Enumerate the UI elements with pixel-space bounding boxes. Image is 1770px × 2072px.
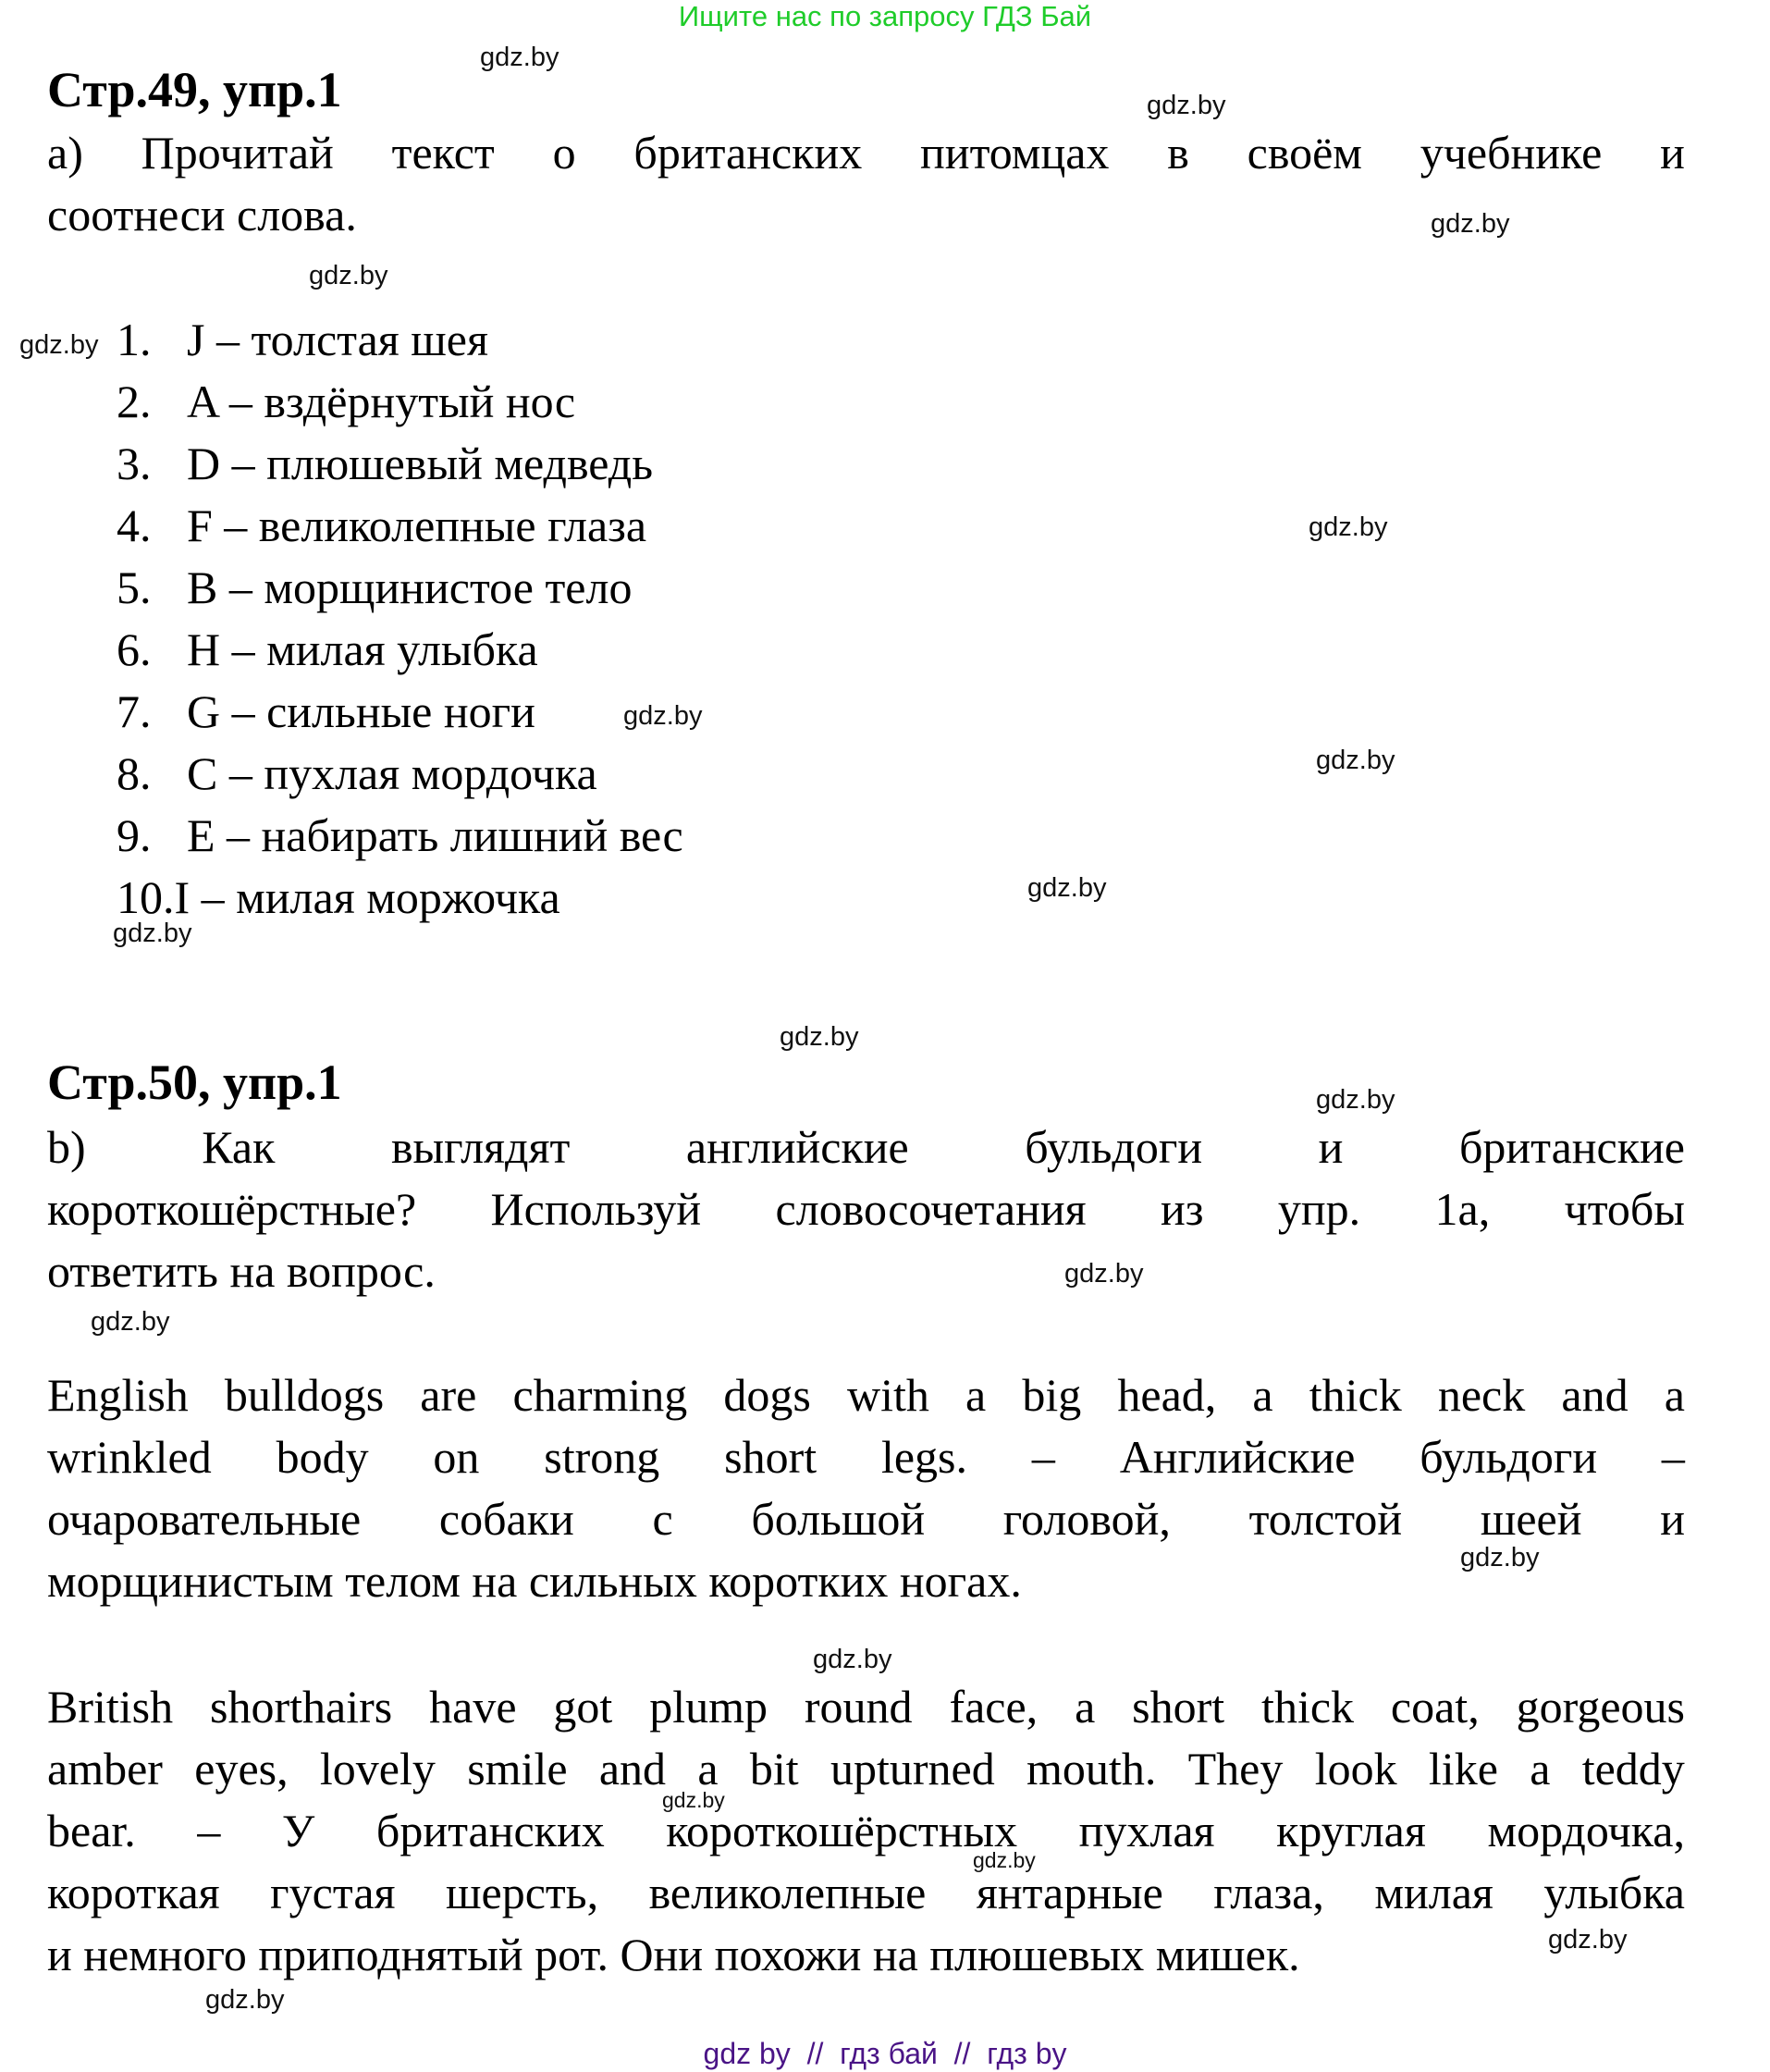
word: словосочетания bbox=[775, 1183, 1087, 1235]
word: улыбка bbox=[1543, 1867, 1685, 1918]
word: thick bbox=[1309, 1369, 1402, 1421]
word: головой, bbox=[1002, 1493, 1171, 1545]
word: bulldogs bbox=[224, 1369, 385, 1421]
word: amber bbox=[47, 1743, 163, 1794]
list-item bbox=[117, 747, 597, 799]
word: – bbox=[197, 1805, 221, 1856]
word: bear. bbox=[47, 1805, 136, 1856]
word: У bbox=[281, 1805, 315, 1856]
word: мордочка, bbox=[1487, 1805, 1685, 1856]
watermark: gdz.by bbox=[480, 43, 559, 72]
word: short bbox=[1132, 1681, 1225, 1733]
word: янтарные bbox=[976, 1867, 1163, 1918]
list-item bbox=[117, 316, 488, 363]
word: got bbox=[553, 1681, 613, 1733]
watermark: gdz.by bbox=[1316, 746, 1395, 775]
word: upturned bbox=[830, 1743, 995, 1794]
word: британских bbox=[633, 127, 863, 179]
word: have bbox=[429, 1681, 517, 1733]
word: толстой bbox=[1248, 1493, 1403, 1545]
word: Используй bbox=[490, 1183, 702, 1235]
word: в bbox=[1167, 127, 1189, 179]
word: wrinkled bbox=[47, 1431, 212, 1483]
word: 1a, bbox=[1434, 1183, 1491, 1235]
word: и bbox=[1318, 1121, 1344, 1173]
item-number: 3. bbox=[117, 438, 152, 489]
item-text: J – толстая шея bbox=[187, 314, 488, 365]
watermark: gdz.by bbox=[1027, 873, 1107, 903]
word: Английские bbox=[1119, 1431, 1356, 1483]
word: о bbox=[552, 127, 576, 179]
item-number: 8. bbox=[117, 747, 152, 799]
paragraph-line bbox=[47, 1745, 1685, 1792]
word: dogs bbox=[723, 1369, 811, 1421]
word: глаза, bbox=[1213, 1867, 1324, 1918]
watermark: gdz.by bbox=[662, 1788, 725, 1812]
item-number: 1. bbox=[117, 314, 152, 365]
word: and bbox=[598, 1743, 667, 1794]
item-number: 4. bbox=[117, 500, 152, 551]
word: with bbox=[847, 1369, 929, 1421]
word: a bbox=[697, 1743, 719, 1794]
word: strong bbox=[544, 1431, 660, 1483]
word: короткошёрстных bbox=[666, 1805, 1018, 1856]
word: английские bbox=[685, 1121, 909, 1173]
word: – bbox=[1031, 1431, 1055, 1483]
word: текст bbox=[391, 127, 495, 179]
word: Как bbox=[202, 1121, 276, 1173]
word: великолепные bbox=[648, 1867, 927, 1918]
list-item bbox=[117, 378, 575, 425]
item-number: 2. bbox=[117, 376, 152, 427]
paragraph-line bbox=[47, 1493, 1685, 1545]
item-text: C – пухлая мордочка bbox=[187, 747, 597, 799]
word: и bbox=[1660, 1493, 1685, 1545]
section-title: Стр.49, упр.1 bbox=[47, 62, 342, 117]
watermark: gdz.by bbox=[113, 919, 192, 948]
word: shorthairs bbox=[210, 1681, 393, 1733]
word: English bbox=[47, 1369, 189, 1421]
word: body bbox=[276, 1431, 369, 1483]
watermark: gdz.by bbox=[973, 1848, 1036, 1872]
word: mouth. bbox=[1026, 1743, 1157, 1794]
word: a bbox=[1252, 1369, 1273, 1421]
watermark: gdz.by bbox=[1309, 512, 1388, 542]
word: legs. bbox=[880, 1431, 967, 1483]
task-text-line: соотнеси слова. bbox=[47, 189, 357, 240]
watermark: gdz.by bbox=[1316, 1085, 1395, 1115]
word: gorgeous bbox=[1516, 1681, 1685, 1733]
watermark: gdz.by bbox=[19, 330, 99, 360]
word: bit bbox=[749, 1743, 799, 1794]
item-text: E – набирать лишний вес bbox=[187, 809, 683, 861]
item-number: 10. bbox=[117, 871, 175, 923]
word: с bbox=[652, 1493, 673, 1545]
task-text-line bbox=[47, 1183, 1685, 1235]
item-number: 6. bbox=[117, 623, 152, 675]
word: и bbox=[1660, 127, 1685, 179]
list-item bbox=[117, 561, 633, 613]
word: look bbox=[1314, 1743, 1397, 1794]
paragraph-line bbox=[47, 1431, 1685, 1483]
watermark: gdz.by bbox=[205, 1985, 285, 2015]
word: charming bbox=[512, 1369, 688, 1421]
word: a bbox=[1075, 1681, 1096, 1733]
task-text-line bbox=[47, 127, 1685, 179]
word: on bbox=[433, 1431, 480, 1483]
word: smile bbox=[467, 1743, 568, 1794]
word: and bbox=[1561, 1369, 1629, 1421]
paragraph-line bbox=[47, 1681, 1685, 1733]
word: учебнике bbox=[1420, 127, 1603, 179]
watermark: gdz.by bbox=[309, 261, 388, 290]
word: британских bbox=[375, 1805, 605, 1856]
word: like bbox=[1428, 1743, 1498, 1794]
word: a bbox=[965, 1369, 987, 1421]
paragraph-line: и немного приподнятый рот. Они похожи на плюшевых мишек. bbox=[47, 1929, 1300, 1980]
word: густая bbox=[270, 1867, 396, 1918]
word: face, bbox=[949, 1681, 1039, 1733]
watermark: gdz.by bbox=[1548, 1925, 1628, 1955]
paragraph-line: морщинистым телом на сильных коротких ногах. bbox=[47, 1555, 1022, 1607]
item-text: G – сильные ноги bbox=[187, 685, 535, 737]
footer-banner: gdz by // гдз бай // гдз by bbox=[703, 2037, 1067, 2070]
word: упр. bbox=[1277, 1183, 1361, 1235]
list-item bbox=[117, 685, 535, 737]
word: Прочитай bbox=[141, 127, 334, 179]
watermark: gdz.by bbox=[1431, 209, 1510, 239]
word: teddy bbox=[1581, 1743, 1685, 1794]
word: – bbox=[1661, 1431, 1685, 1483]
word: They bbox=[1187, 1743, 1284, 1794]
word: head, bbox=[1117, 1369, 1217, 1421]
list-item bbox=[117, 502, 646, 549]
word: большой bbox=[751, 1493, 926, 1545]
section-title: Стр.50, упр.1 bbox=[47, 1054, 342, 1110]
word: short bbox=[724, 1431, 817, 1483]
word: питомцах bbox=[920, 127, 1110, 179]
list-item bbox=[117, 809, 683, 861]
watermark: gdz.by bbox=[1460, 1543, 1540, 1572]
item-text: A – вздёрнутый нос bbox=[187, 376, 576, 427]
watermark: gdz.by bbox=[813, 1645, 892, 1674]
word: шеей bbox=[1480, 1493, 1582, 1545]
word: round bbox=[804, 1681, 913, 1733]
watermark: gdz.by bbox=[1064, 1259, 1144, 1289]
paragraph-line bbox=[47, 1869, 1685, 1916]
word: бульдоги bbox=[1025, 1121, 1203, 1173]
word: a bbox=[1664, 1369, 1685, 1421]
word: короткошёрстные? bbox=[47, 1183, 417, 1235]
watermark: gdz.by bbox=[623, 701, 703, 731]
word: милая bbox=[1374, 1867, 1493, 1918]
word: шерсть, bbox=[446, 1867, 599, 1918]
word: thick bbox=[1261, 1681, 1355, 1733]
task-text-line bbox=[47, 1121, 1685, 1173]
word: plump bbox=[649, 1681, 768, 1733]
item-text: I – милая моржочка bbox=[174, 871, 560, 923]
word: чтобы bbox=[1564, 1183, 1685, 1235]
item-text: H – милая улыбка bbox=[187, 623, 538, 675]
word: neck bbox=[1437, 1369, 1526, 1421]
word: British bbox=[47, 1681, 174, 1733]
watermark: gdz.by bbox=[1147, 91, 1226, 120]
item-number: 9. bbox=[117, 809, 152, 861]
list-item bbox=[117, 871, 560, 923]
word: а) bbox=[47, 127, 83, 179]
task-text-line: ответить на вопрос. bbox=[47, 1245, 436, 1297]
word: очаровательные bbox=[47, 1493, 362, 1545]
item-text: F – великолепные глаза bbox=[187, 500, 647, 551]
item-number: 7. bbox=[117, 685, 152, 737]
word: lovely bbox=[319, 1743, 436, 1794]
word: пухлая bbox=[1078, 1805, 1215, 1856]
word: бульдоги bbox=[1420, 1431, 1598, 1483]
watermark: gdz.by bbox=[91, 1307, 170, 1337]
word: a bbox=[1530, 1743, 1551, 1794]
item-text: B – морщинистое тело bbox=[187, 561, 633, 613]
list-item bbox=[117, 623, 538, 675]
word: круглая bbox=[1276, 1805, 1426, 1856]
word: короткая bbox=[47, 1867, 220, 1918]
item-number: 5. bbox=[117, 561, 152, 613]
word: coat, bbox=[1390, 1681, 1480, 1733]
paragraph-line bbox=[47, 1807, 1685, 1854]
list-item bbox=[117, 440, 653, 487]
word: big bbox=[1022, 1369, 1082, 1421]
word: британские bbox=[1458, 1121, 1685, 1173]
word: своём bbox=[1247, 127, 1362, 179]
watermark: gdz.by bbox=[780, 1022, 859, 1052]
word: собаки bbox=[438, 1493, 574, 1545]
header-banner: Ищите нас по запросу ГДЗ Бай bbox=[678, 0, 1092, 32]
word: b) bbox=[47, 1121, 86, 1173]
word: из bbox=[1160, 1183, 1204, 1235]
word: выглядят bbox=[390, 1121, 571, 1173]
paragraph-line bbox=[47, 1369, 1685, 1421]
word: are bbox=[420, 1369, 477, 1421]
item-text: D – плюшевый медведь bbox=[187, 438, 654, 489]
word: eyes, bbox=[194, 1743, 289, 1794]
